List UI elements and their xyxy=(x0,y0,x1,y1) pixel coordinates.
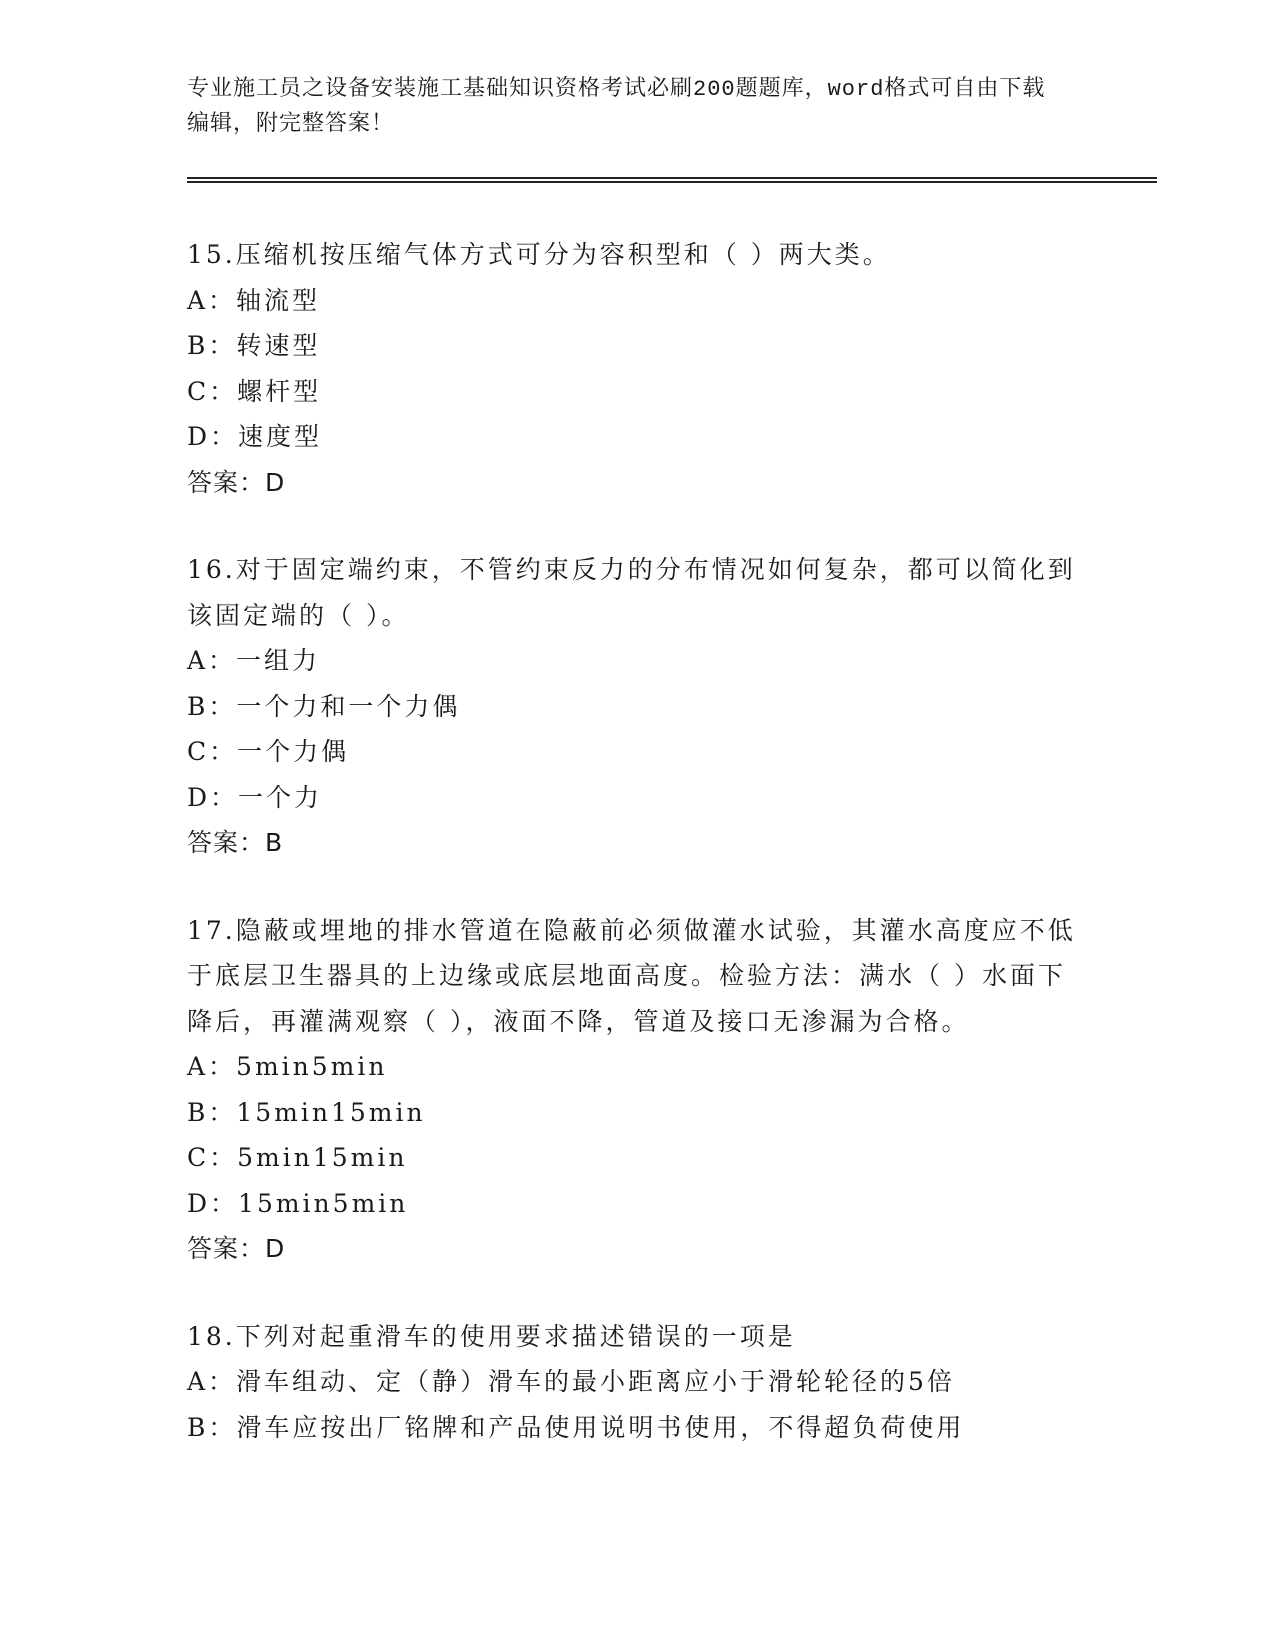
option-c: C：5min15min xyxy=(187,1143,408,1172)
answer-line: 答案：B xyxy=(187,828,284,857)
option-b: B：转速型 xyxy=(187,331,321,360)
answer-line: 答案：D xyxy=(187,1234,286,1263)
question-stem: 18.下列对起重滑车的使用要求描述错误的一项是 xyxy=(187,1321,796,1351)
option-c: C：螺杆型 xyxy=(187,376,322,406)
question-16 xyxy=(187,547,1087,866)
question-stem: 17.隐蔽或埋地的排水管道在隐蔽前必须做灌水试验，其灌水高度应不低于底层卫生器具的上边缘或底层地面高度。检验方法：满水（ ）水面下降后，再灌满观察（ ），液面不降，管道及接口无渗漏为合格。 xyxy=(187,915,1076,1036)
header-intro: 专业施工员之设备安装施工基础知识资格考试必刷200题题库，word格式可自由下载编辑，附完整答案！ xyxy=(187,77,1046,137)
question-18 xyxy=(187,1314,1087,1451)
question-list xyxy=(187,232,1087,1492)
option-b: B：滑车应按出厂铭牌和产品使用说明书使用，不得超负荷使用 xyxy=(187,1412,965,1442)
question-15 xyxy=(187,232,1087,505)
question-17 xyxy=(187,908,1087,1272)
option-d: D：速度型 xyxy=(187,422,323,451)
question-stem: 15.压缩机按压缩气体方式可分为容积型和（ ）两大类。 xyxy=(187,240,891,269)
header-divider xyxy=(187,177,1157,183)
option-d: D：一个力 xyxy=(187,782,323,812)
option-b: B：15min15min xyxy=(187,1097,426,1127)
option-c: C：一个力偶 xyxy=(187,737,350,766)
option-a: A：轴流型 xyxy=(187,285,321,315)
question-stem: 16.对于固定端约束，不管约束反力的分布情况如何复杂，都可以简化到该固定端的（ ）。 xyxy=(187,555,1076,630)
option-a: A：一组力 xyxy=(187,646,321,675)
option-d: D：15min5min xyxy=(187,1188,409,1218)
option-b: B：一个力和一个力偶 xyxy=(187,691,461,721)
option-a: A：滑车组动、定（静）滑车的最小距离应小于滑轮轮径的5倍 xyxy=(187,1367,955,1396)
option-a: A：5min5min xyxy=(187,1052,388,1081)
answer-line: 答案：D xyxy=(187,467,286,497)
